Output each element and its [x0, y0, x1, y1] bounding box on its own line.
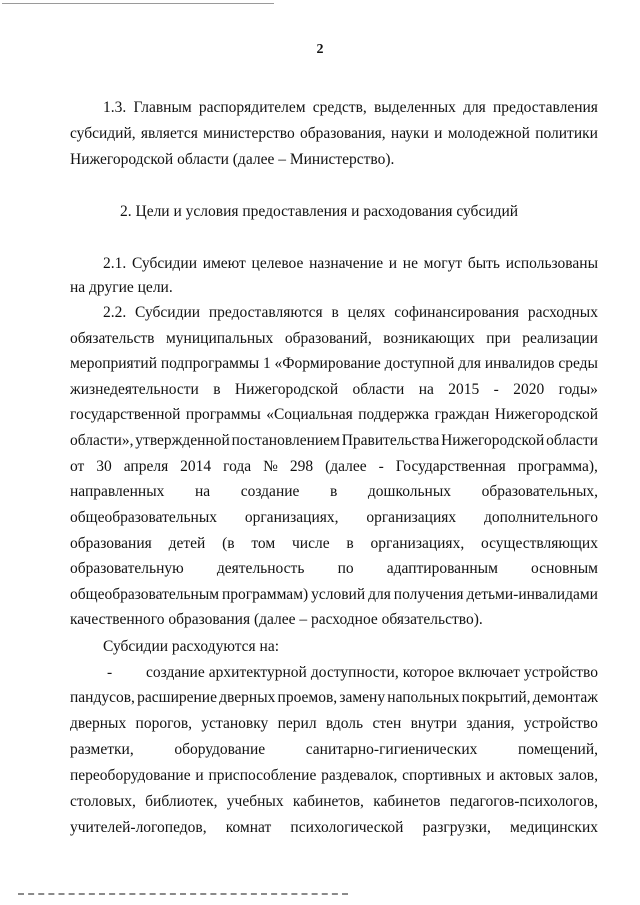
bullet-1-line-4: разметки, оборудование санитарно-гигиенических помещений, [70, 741, 598, 758]
paragraph-1-3-line-2: субсидий, является министерство образования, науки и молодежной политики [70, 125, 598, 142]
bottom-scan-rule [18, 893, 348, 895]
paragraph-2-2-line-7: от 30 апреля 2014 года № 298 (далее - Государственная программа), [70, 458, 598, 475]
paragraph-2-2-line-4: жизнедеятельности в Нижегородской области на 2015 - 2020 годы» [70, 381, 598, 398]
paragraph-1-3-line-1: 1.3. Главным распорядителем средств, выделенных для предоставления [103, 99, 598, 116]
paragraph-2-2-line-11: образовательную деятельность по адаптированным основным [70, 560, 598, 577]
paragraph-2-2-line-1: 2.2. Субсидии предоставляются в целях софинансирования расходных [103, 304, 598, 321]
bullet-1-line-3: дверных порогов, установку перил вдоль стен внутри здания, устройство [70, 715, 598, 732]
paragraph-2-2-line-6: области», утвержденной постановлением Правительства Нижегородской области [70, 432, 598, 449]
bullet-1-line-7: учителей-логопедов, комнат психологической разгрузки, медицинских [70, 819, 598, 836]
paragraph-2-2-line-10: образования детей (в том числе в организациях, осуществляющих [70, 535, 598, 552]
paragraph-2-2-line-8: направленных на создание в дошкольных образовательных, [70, 483, 598, 500]
bullet-1-line-6: столовых, библиотек, учебных кабинетов, кабинетов педагогов-психологов, [70, 793, 598, 810]
bullet-1-line-1: создание архитектурной доступности, которое включает устройство [146, 664, 598, 681]
section-2-heading: 2. Цели и условия предоставления и расходования субсидий [120, 203, 519, 220]
top-scan-rule [2, 3, 274, 4]
paragraph-2-2-line-5: государственной программы «Социальная поддержка граждан Нижегородской [70, 406, 598, 423]
paragraph-2-1-line-1: 2.1. Субсидии имеют целевое назначение и не могут быть использованы [103, 255, 598, 272]
bullet-1-line-2: пандусов, расширение дверных проемов, замену напольных покрытий, демонтаж [70, 689, 598, 706]
page-number: 2 [316, 42, 324, 57]
expenses-intro: Субсидии расходуются на: [103, 638, 280, 655]
paragraph-1-3-line-3: Нижегородской области (далее – Министерство). [70, 151, 395, 168]
paragraph-2-2-line-3: мероприятий подпрограммы 1 «Формирование доступной для инвалидов среды [70, 355, 598, 372]
paragraph-2-2-line-12: общеобразовательным программам) условий для получения детьми-инвалидами [70, 586, 598, 603]
paragraph-2-1-line-2: на другие цели. [70, 279, 173, 296]
paragraph-2-2-line-9: общеобразовательных организациях, организациях дополнительного [70, 509, 598, 526]
paragraph-2-2-line-13: качественного образования (далее – расходное обязательство). [70, 611, 483, 628]
bullet-dash: - [107, 664, 113, 681]
paragraph-2-2-line-2: обязательств муниципальных образований, возникающих при реализации [70, 330, 598, 347]
bullet-1-line-5: переоборудование и приспособление раздевалок, спортивных и актовых залов, [70, 767, 598, 784]
